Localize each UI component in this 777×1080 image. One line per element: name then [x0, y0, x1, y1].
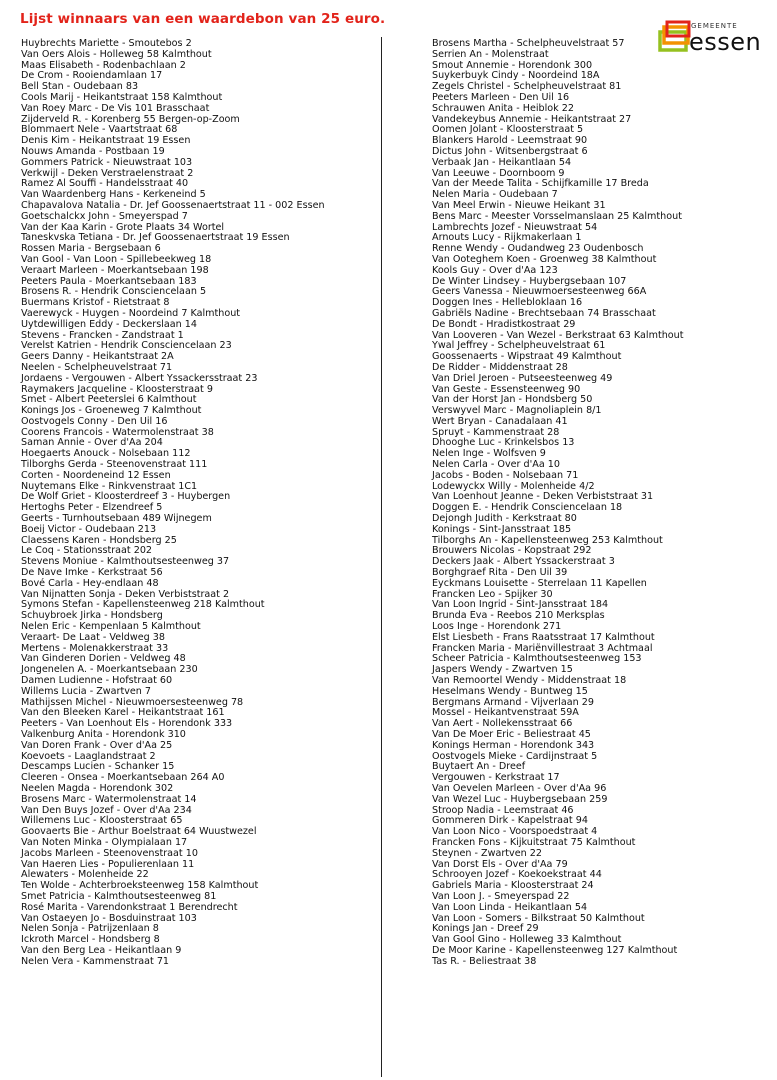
winner-entry: Van der Meede Talita - Schijfkamille 17 Breda — [432, 178, 649, 190]
winner-entry: Huybrechts Mariette - Smoutebos 2 — [21, 38, 192, 49]
winner-entry: Smout Annemie - Horendonk 300 — [432, 59, 593, 71]
winner-entry: Van Gool Gino - Holleweg 33 Kalmthout — [432, 934, 622, 946]
winner-entry: Renne Wendy - Oudandweg 23 Oudenbosch — [432, 243, 644, 255]
winner-entry: Nelen Maria - Oudebaan 7 — [432, 189, 558, 201]
winner-entry: Buermans Kristof - Rietstraat 8 — [21, 297, 170, 309]
winner-entry: Van Looveren - Van Wezel - Berkstraat 63 Kalmthout — [432, 329, 684, 341]
winner-entry: Vandekeybus Annemie - Heikantstraat 27 — [432, 113, 632, 125]
winner-entry: Taneskvska Tetiana - Dr. Jef Goossenaertstraat 19 Essen — [21, 232, 290, 244]
winner-entry: Tas R. - Beliestraat 38 — [432, 955, 537, 967]
winner-entry: Schrauwen Anita - Heiblok 22 — [432, 102, 574, 114]
winner-entry: Coorens Francois - Watermolenstraat 38 — [21, 426, 214, 438]
winner-entry: Ywal Jeffrey - Schelpheuvelstraat 61 — [432, 340, 606, 352]
winner-entry: Jacobs - Boden - Nolsebaan 71 — [432, 469, 579, 481]
winner-entry: Verelst Katrien - Hendrik Consciencelaan 23 — [21, 340, 232, 352]
winner-entry: Geers Danny - Heikantstraat 2A — [21, 351, 174, 363]
winners-list-right — [432, 39, 684, 968]
winner-entry: Doggen Ines - Hellebloklaan 16 — [432, 297, 583, 309]
winner-entry: De Nave Imke - Kerkstraat 56 — [21, 567, 163, 579]
winner-entry: De Bondt - Hradistkostraat 29 — [432, 318, 576, 330]
winner-entry: Tilborghs Gerda - Steenovenstraat 111 — [21, 459, 208, 471]
winner-entry: Willemens Luc - Kloosterstraat 65 — [21, 815, 183, 827]
winner-entry: Geers Vanessa - Nieuwmoersesteenweg 66A — [432, 286, 647, 298]
winner-entry: Descamps Lucien - Schanker 15 — [21, 761, 175, 773]
winner-entry: Van Driel Jeroen - Putseesteenweg 49 — [432, 372, 613, 384]
winner-entry: Bens Marc - Meester Vorsselmanslaan 25 Kalmthout — [432, 210, 682, 222]
winner-entry: Koevoets - Laaglandstraat 2 — [21, 750, 156, 762]
winner-entry: De Wolf Griet - Kloosterdreef 3 - Huybergen — [21, 491, 231, 503]
winner-entry: Elst Liesbeth - Frans Raatsstraat 17 Kalmthout — [432, 631, 655, 643]
winner-entry: Verkwijl - Deken Verstraelenstraat 2 — [21, 167, 194, 179]
winner-entry: Van Roey Marc - De Vis 101 Brasschaat — [21, 102, 210, 114]
winner-entry: Lodewyckx Willy - Molenheide 4/2 — [432, 480, 595, 492]
winner-entry: Deckers Jaak - Albert Yssackerstraat 3 — [432, 556, 615, 568]
winner-entry: Zegels Christel - Schelpheuvelstraat 81 — [432, 81, 622, 93]
winner-entry: Bell Stan - Oudebaan 83 — [21, 81, 139, 93]
winner-entry: Oostvogels Mieke - Cardijnstraat 5 — [432, 750, 598, 762]
winner-entry: Jaspers Wendy - Zwartven 15 — [432, 664, 573, 676]
winner-entry: Van Loon Nico - Voorspoedstraat 4 — [432, 826, 598, 838]
winner-entry: Francken Maria - Mariënvillestraat 3 Achtmaal — [432, 642, 653, 654]
winner-entry: Rossen Maria - Bergsebaan 6 — [21, 243, 161, 255]
winner-entry: Peeters Paula - Moerkantsebaan 183 — [21, 275, 197, 287]
winner-entry: Veraart Marleen - Moerkantsebaan 198 — [21, 264, 209, 276]
winner-entry: Van der Horst Jan - Hondsberg 50 — [432, 394, 593, 406]
winner-entry: Zijderveld R. - Korenberg 55 Bergen-op-Zoom — [21, 113, 240, 125]
winner-entry: Stevens - Francken - Zandstraat 1 — [21, 329, 184, 341]
winner-entry: Raymakers Jacqueline - Kloosterstraat 9 — [21, 383, 213, 395]
winner-entry: Gabriels Maria - Kloosterstraat 24 — [432, 880, 594, 892]
winner-entry: Serrien An - Molenstraat — [432, 48, 549, 60]
winner-entry: Scheer Patricia - Kalmthoutsesteenweg 153 — [432, 653, 642, 665]
winner-entry: Spruyt - Kammenstraat 28 — [432, 426, 560, 438]
winner-entry: Borghgraef Rita - Den Uil 39 — [432, 567, 568, 579]
winner-entry: Van Ginderen Dorien - Veldweg 48 — [21, 653, 186, 665]
winner-entry: Nelen Sonja - Patrijzenlaan 8 — [21, 923, 159, 935]
winners-list-left — [21, 39, 325, 968]
winner-entry: Van Loenhout Jeanne - Deken Verbiststraat 31 — [432, 491, 654, 503]
winner-entry: Dhooghe Luc - Krinkelsbos 13 — [432, 437, 575, 449]
winner-entry: Willems Lucia - Zwartven 7 — [21, 685, 152, 697]
winner-entry: Oomen Jolant - Kloosterstraat 5 — [432, 124, 584, 136]
winner-entry: Gommers Patrick - Nieuwstraat 103 — [21, 156, 193, 168]
winner-entry: Le Coq - Stationsstraat 202 — [21, 545, 153, 557]
winner-entry: Cleeren - Onsea - Moerkantsebaan 264 A0 — [21, 772, 225, 784]
winner-entry: Geerts - Turnhoutsebaan 489 Wijnegem — [21, 513, 212, 525]
winner-entry: Oostvogels Conny - Den Uil 16 — [21, 415, 168, 427]
winner-entry: Smet Patricia - Kalmthoutsesteenweg 81 — [21, 890, 217, 902]
winner-entry: Brosens Marc - Watermolenstraat 14 — [21, 793, 197, 805]
winner-entry: Buytaert An - Dreef — [432, 761, 526, 773]
winner-entry: Van Den Buys Jozef - Over d'Aa 234 — [21, 804, 192, 816]
winner-entry: Konings - Sint-Jansstraat 185 — [432, 523, 572, 535]
winner-entry: Van Nijnatten Sonja - Deken Verbiststraat 2 — [21, 588, 230, 600]
winner-entry: Denis Kim - Heikantstraat 19 Essen — [21, 135, 191, 147]
winner-entry: Dejongh Judith - Kerkstraat 80 — [432, 513, 577, 525]
winner-entry: De Crom - Rooiendamlaan 17 — [21, 70, 163, 82]
winner-entry: Maas Elisabeth - Rodenbachlaan 2 — [21, 59, 186, 71]
winner-entry: Suykerbuyk Cindy - Noordeind 18A — [432, 70, 600, 82]
winner-entry: Francken Leo - Spijker 30 — [432, 588, 553, 600]
page-title: Lijst winnaars van een waardebon van 25 euro. — [20, 11, 386, 27]
winner-entry: Smet - Albert Peeterslei 6 Kalmthout — [21, 394, 197, 406]
winner-entry: Van Ooteghem Koen - Groenweg 38 Kalmthout — [432, 253, 657, 265]
winner-entry: Damen Ludienne - Hofstraat 60 — [21, 675, 173, 687]
winner-entry: Van De Moer Eric - Beliestraat 45 — [432, 729, 591, 740]
winner-entry: Nelen Vera - Kammenstraat 71 — [21, 955, 170, 967]
winner-entry: Van Gool - Van Loon - Spillebeekweg 18 — [21, 253, 212, 265]
winner-entry: Van Loon - Somers - Bilkstraat 50 Kalmthout — [432, 912, 645, 924]
winner-entry: Chapavalova Natalia - Dr. Jef Goossenaertstraat 11 - 002 Essen — [21, 199, 325, 211]
winner-entry: Van Noten Minka - Olympialaan 17 — [21, 836, 188, 848]
winner-entry: Saman Annie - Over d'Aa 204 — [21, 437, 163, 449]
winner-entry: Konings Jos - Groeneweg 7 Kalmthout — [21, 405, 202, 417]
winner-entry: Van Loon Ingrid - Sint-Jansstraat 184 — [432, 599, 609, 611]
winner-entry: Nelen Carla - Over d'Aa 10 — [432, 459, 560, 471]
winner-entry: Van Remoortel Wendy - Middenstraat 18 — [432, 675, 627, 687]
winner-entry: Brosens Martha - Schelpheuvelstraat 57 — [432, 38, 625, 49]
winner-entry: Hoegaerts Anouck - Nolsebaan 112 — [21, 448, 191, 460]
winner-entry: Kools Guy - Over d'Aa 123 — [432, 264, 558, 276]
winner-entry: Steynen - Zwartven 22 — [432, 847, 542, 859]
winner-entry: Van Leeuwe - Doornboom 9 — [432, 167, 565, 179]
winner-entry: Verswyvel Marc - Magnoliaplein 8/1 — [432, 405, 602, 417]
winner-entry: Van Waardenberg Hans - Kerkeneind 5 — [21, 189, 206, 201]
winner-entry: Ickroth Marcel - Hondsberg 8 — [21, 934, 160, 946]
winner-entry: Lambrechts Jozef - Nieuwstraat 54 — [432, 221, 598, 233]
winner-entry: Van den Bleeken Karel - Heikantstraat 161 — [21, 707, 225, 719]
winner-entry: Nelen Inge - Wolfsven 9 — [432, 448, 546, 460]
winner-entry: Heselmans Wendy - Buntweg 15 — [432, 685, 588, 697]
winner-entry: Mossel - Heikantvenstraat 59A — [432, 707, 579, 719]
winner-entry: Nouws Amanda - Postbaan 19 — [21, 145, 165, 157]
winner-entry: Wert Bryan - Canadalaan 41 — [432, 415, 568, 427]
winner-entry: Eyckmans Louisette - Sterrelaan 11 Kapellen — [432, 577, 647, 589]
winner-entry: De Moor Karine - Kapellensteenweg 127 Kalmthout — [432, 944, 678, 956]
winner-entry: Goetschalckx John - Smeyerspad 7 — [21, 210, 188, 222]
winner-entry: Stevens Moniue - Kalmthoutsesteenweg 37 — [21, 556, 230, 568]
winner-entry: Van Aert - Nollekensstraat 66 — [432, 718, 573, 730]
winner-entry: Schrooyen Jozef - Koekoekstraat 44 — [432, 869, 602, 881]
winner-entry: Jacobs Marleen - Steenovenstraat 10 — [21, 847, 198, 859]
winner-entry: Claessens Karen - Hondsberg 25 — [21, 534, 177, 546]
winner-entry: Neelen Magda - Horendonk 302 — [21, 782, 174, 794]
winner-entry: Alewaters - Molenheide 22 — [21, 869, 149, 881]
column-divider — [381, 37, 382, 1077]
winner-entry: Stroop Nadia - Leemstraat 46 — [432, 804, 574, 816]
winner-entry: Mertens - Molenakkerstraat 33 — [21, 642, 169, 654]
winner-entry: Vergouwen - Kerkstraat 17 — [432, 772, 560, 784]
winner-entry: Mathijssen Michel - Nieuwmoersesteenweg 78 — [21, 696, 244, 708]
winner-entry: Van Geste - Essensteenweg 90 — [432, 383, 581, 395]
winner-entry: Arnouts Lucy - Rijkmakerlaan 1 — [432, 232, 582, 244]
logo-prefix: GEMEENTE — [691, 22, 738, 30]
winner-entry: Jongenelen A. - Moerkantsebaan 230 — [21, 664, 198, 676]
winner-entry: Jordaens - Vergouwen - Albert Yssackersstraat 23 — [21, 372, 258, 384]
winner-entry: Goossenaerts - Wipstraat 49 Kalmthout — [432, 351, 622, 363]
winner-entry: Hertoghs Peter - Elzendreef 5 — [21, 502, 163, 514]
winner-entry: Nelen Eric - Kempenlaan 5 Kalmthout — [21, 621, 201, 633]
winner-entry: Van Dorst Els - Over d'Aa 79 — [432, 858, 568, 870]
winner-entry: Van Oers Alois - Holleweg 58 Kalmthout — [21, 48, 212, 60]
winner-entry: De Ridder - Middenstraat 28 — [432, 361, 568, 373]
winner-entry: Brunda Eva - Reebos 210 Merksplas — [432, 610, 605, 622]
winner-entry: Van Ostaeyen Jo - Bosduinstraat 103 — [21, 912, 197, 924]
winner-entry: Tilborghs An - Kapellensteenweg 253 Kalmthout — [432, 534, 663, 546]
winner-entry: Nuytemans Elke - Rinkvenstraat 1C1 — [21, 480, 198, 492]
winner-entry: Boeij Victor - Oudebaan 213 — [21, 523, 157, 535]
winner-entry: Bergmans Armand - Vijverlaan 29 — [432, 696, 594, 708]
winner-entry: Goovaerts Bie - Arthur Boelstraat 64 Wuustwezel — [21, 826, 257, 838]
winner-entry: Van Loon J. - Smeyerspad 22 — [432, 890, 570, 902]
winner-entry: Bové Carla - Hey-endlaan 48 — [21, 577, 159, 589]
winner-entry: Valkenburg Anita - Horendonk 310 — [21, 729, 186, 740]
winner-entry: Brouwers Nicolas - Kopstraat 292 — [432, 545, 592, 557]
winner-entry: Ten Wolde - Achterbroeksteenweg 158 Kalmthout — [21, 880, 259, 892]
winner-entry: Van Haeren Lies - Populierenlaan 11 — [21, 858, 195, 870]
winner-entry: Uytdewilligen Eddy - Deckerslaan 14 — [21, 318, 197, 330]
winner-entry: Konings Jan - Dreef 29 — [432, 923, 539, 935]
winner-entry: Neelen - Schelpheuvelstraat 71 — [21, 361, 173, 373]
winner-entry: Konings Herman - Horendonk 343 — [432, 739, 595, 751]
winner-entry: Blommaert Nele - Vaartstraat 68 — [21, 124, 178, 136]
winner-entry: Blankers Harold - Leemstraat 90 — [432, 135, 588, 147]
winner-entry: Schuybroek Jirka - Hondsberg — [21, 610, 163, 622]
winner-entry: Brosens R. - Hendrik Consciencelaan 5 — [21, 286, 207, 298]
winner-entry: Cools Marij - Heikantstraat 158 Kalmthout — [21, 91, 223, 103]
winner-entry: Rosé Marita - Varendonkstraat 1 Berendrecht — [21, 901, 238, 913]
winner-entry: Van Oevelen Marleen - Over d'Aa 96 — [432, 782, 607, 794]
winner-entry: Van Doren Frank - Over d'Aa 25 — [21, 739, 173, 751]
winner-entry: Gommeren Dirk - Kapelstraat 94 — [432, 815, 588, 827]
winner-entry: Doggen E. - Hendrik Consciencelaan 18 — [432, 502, 623, 514]
winner-entry: Vaerewyck - Huygen - Noordeind 7 Kalmthout — [21, 307, 241, 319]
winner-entry: Corten - Noordeneind 12 Essen — [21, 469, 171, 481]
winner-entry: Verbaak Jan - Heikantlaan 54 — [432, 156, 572, 168]
winner-entry: Van Loon Linda - Heikantlaan 54 — [432, 901, 588, 913]
winner-entry: Veraart- De Laat - Veldweg 38 — [21, 631, 165, 643]
winner-entry: Van Meel Erwin - Nieuwe Heikant 31 — [432, 199, 606, 211]
winner-entry: Francken Fons - Kijkuitstraat 75 Kalmthout — [432, 836, 636, 848]
winner-entry: De Winter Lindsey - Huybergsebaan 107 — [432, 275, 627, 287]
winner-entry: Symons Stefan - Kapellensteenweg 218 Kalmthout — [21, 599, 265, 611]
logo-name: essen — [689, 28, 762, 56]
winner-entry: Van den Berg Lea - Heikantlaan 9 — [21, 944, 182, 956]
winner-entry: Gabriëls Nadine - Brechtsebaan 74 Brasschaat — [432, 307, 656, 319]
winner-entry: Loos Inge - Horendonk 271 — [432, 621, 562, 633]
winner-entry: Peeters - Van Loenhout Els - Horendonk 333 — [21, 718, 233, 730]
winner-entry: Dictus John - Witsenbergstraat 6 — [432, 145, 588, 157]
winner-entry: Peeters Marleen - Den Uil 16 — [432, 91, 570, 103]
winner-entry: Ramez Al Souffi - Handelsstraat 40 — [21, 178, 189, 190]
winner-entry: Van Wezel Luc - Huybergsebaan 259 — [432, 793, 608, 805]
winner-entry: Van der Kaa Karin - Grote Plaats 34 Wortel — [21, 221, 225, 233]
